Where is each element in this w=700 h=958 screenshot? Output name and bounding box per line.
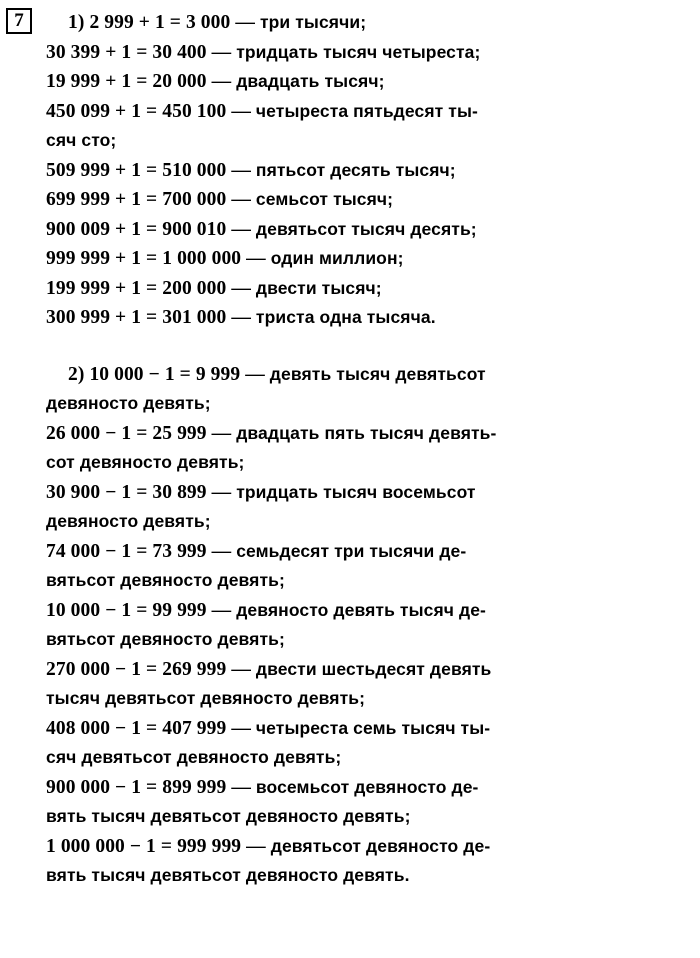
answer-words: девяносто девять тысяч де- bbox=[236, 599, 486, 620]
answer-line-continuation bbox=[46, 126, 688, 156]
equation: 999 999 + 1 = 1 000 000 bbox=[46, 248, 242, 269]
part-marker: 1) bbox=[68, 12, 85, 33]
answer-line-continuation bbox=[46, 507, 688, 537]
answer-words-continued: сяч сто; bbox=[46, 130, 117, 150]
answer-line bbox=[46, 97, 688, 127]
answer-line bbox=[46, 655, 688, 685]
answer-words: тридцать тысяч восемьсот bbox=[236, 481, 476, 502]
equation: 300 999 + 1 = 301 000 bbox=[46, 307, 227, 328]
dash-separator: — bbox=[231, 218, 251, 240]
answer-line bbox=[46, 8, 688, 38]
answer-line bbox=[46, 274, 688, 304]
answer-line bbox=[46, 419, 688, 449]
equation: 900 009 + 1 = 900 010 bbox=[46, 218, 227, 240]
answer-words: четыреста семь тысяч ты- bbox=[255, 717, 491, 738]
equation: 19 999 + 1 = 20 000 bbox=[46, 71, 207, 92]
answer-line bbox=[46, 360, 688, 390]
answer-words: двадцать тысяч; bbox=[236, 71, 385, 91]
dash-separator: — bbox=[231, 717, 251, 739]
answer-part-2 bbox=[46, 360, 688, 891]
answer-part-1 bbox=[46, 8, 688, 333]
answer-words: восемьсот девяносто де- bbox=[255, 776, 479, 797]
dash-separator: — bbox=[211, 41, 232, 63]
answer-words: семьсот тысяч; bbox=[255, 189, 394, 209]
equation: 900 000 − 1 = 899 999 bbox=[46, 776, 227, 798]
dash-separator: — bbox=[231, 100, 251, 122]
part-spacer bbox=[46, 333, 688, 360]
answer-words: четыреста пятьдесят ты- bbox=[255, 100, 478, 121]
answer-words-continued: девяносто девять; bbox=[46, 393, 211, 413]
dash-separator: — bbox=[231, 658, 251, 680]
answer-words: девятьсот тысяч десять; bbox=[255, 218, 477, 239]
answer-words: девять тысяч девятьсот bbox=[269, 363, 486, 384]
equation: 10 000 − 1 = 9 999 bbox=[89, 363, 241, 385]
equation: 74 000 − 1 = 73 999 bbox=[46, 540, 207, 562]
answer-line bbox=[46, 478, 688, 508]
dash-separator: — bbox=[231, 159, 251, 181]
dash-separator: — bbox=[235, 12, 255, 33]
dash-separator: — bbox=[231, 307, 251, 328]
exercise-number-badge bbox=[6, 8, 32, 34]
answer-words: один миллион; bbox=[270, 248, 404, 268]
answer-line bbox=[46, 714, 688, 744]
exercise-content bbox=[46, 8, 688, 891]
equation: 30 900 − 1 = 30 899 bbox=[46, 481, 207, 503]
answer-words: двести шестьдесят девять bbox=[255, 658, 492, 679]
equation: 450 099 + 1 = 450 100 bbox=[46, 100, 227, 122]
dash-separator: — bbox=[211, 540, 232, 562]
answer-words: пятьсот десять тысяч; bbox=[255, 159, 456, 180]
answer-line bbox=[46, 156, 688, 186]
answer-line bbox=[46, 596, 688, 626]
answer-words: двадцать пять тысяч девять- bbox=[236, 422, 497, 443]
answer-words-continued: сяч девятьсот девяносто девять; bbox=[46, 747, 342, 767]
answer-line bbox=[46, 537, 688, 567]
answer-words: девятьсот девяносто де- bbox=[270, 835, 491, 856]
answer-line-continuation bbox=[46, 743, 688, 773]
equation: 199 999 + 1 = 200 000 bbox=[46, 277, 227, 299]
answer-words: тридцать тысяч четыреста; bbox=[236, 41, 481, 62]
equation: 408 000 − 1 = 407 999 bbox=[46, 717, 227, 739]
answer-line-continuation bbox=[46, 448, 688, 478]
answer-line-continuation bbox=[46, 389, 688, 419]
answer-line bbox=[46, 215, 688, 245]
equation: 1 000 000 − 1 = 999 999 bbox=[46, 835, 242, 857]
dash-separator: — bbox=[231, 776, 251, 798]
answer-words-continued: девяносто девять; bbox=[46, 511, 211, 531]
dash-separator: — bbox=[211, 481, 232, 503]
dash-separator: — bbox=[231, 277, 251, 299]
equation: 2 999 + 1 = 3 000 bbox=[89, 12, 231, 33]
answer-words-continued: вятьсот девяносто девять; bbox=[46, 629, 285, 649]
answer-words-continued: тысяч девятьсот девяносто девять; bbox=[46, 688, 366, 708]
answer-line bbox=[46, 244, 688, 274]
answer-line-continuation bbox=[46, 802, 688, 832]
answer-line bbox=[46, 773, 688, 803]
answer-words: триста одна тысяча. bbox=[255, 307, 436, 327]
dash-separator: — bbox=[211, 599, 232, 621]
dash-separator: — bbox=[246, 248, 266, 269]
answer-line-continuation bbox=[46, 861, 688, 891]
equation: 10 000 − 1 = 99 999 bbox=[46, 599, 207, 621]
dash-separator: — bbox=[211, 422, 232, 444]
answer-line bbox=[46, 67, 688, 97]
equation: 699 999 + 1 = 700 000 bbox=[46, 189, 227, 210]
equation: 509 999 + 1 = 510 000 bbox=[46, 159, 227, 181]
answer-line-continuation bbox=[46, 684, 688, 714]
answer-words-continued: вять тысяч девятьсот девяносто девять; bbox=[46, 806, 411, 826]
dash-separator: — bbox=[245, 363, 265, 385]
answer-line-continuation bbox=[46, 566, 688, 596]
equation: 30 399 + 1 = 30 400 bbox=[46, 41, 207, 63]
dash-separator: — bbox=[246, 835, 266, 857]
answer-line bbox=[46, 303, 688, 333]
answer-words: три тысячи; bbox=[259, 12, 367, 32]
answer-line bbox=[46, 832, 688, 862]
equation: 270 000 − 1 = 269 999 bbox=[46, 658, 227, 680]
answer-words-continued: вять тысяч девятьсот девяносто девять. bbox=[46, 865, 410, 885]
answer-words-continued: сот девяносто девять; bbox=[46, 452, 245, 472]
answer-line-continuation bbox=[46, 625, 688, 655]
dash-separator: — bbox=[231, 189, 251, 210]
answer-words: двести тысяч; bbox=[255, 277, 382, 298]
answer-words-continued: вятьсот девяносто девять; bbox=[46, 570, 285, 590]
dash-separator: — bbox=[211, 71, 232, 92]
answer-words: семьдесят три тысячи де- bbox=[236, 540, 467, 561]
equation: 26 000 − 1 = 25 999 bbox=[46, 422, 207, 444]
answer-line bbox=[46, 185, 688, 215]
part-marker: 2) bbox=[68, 363, 85, 385]
exercise-number-label: 7 bbox=[14, 10, 24, 31]
answer-line bbox=[46, 38, 688, 68]
